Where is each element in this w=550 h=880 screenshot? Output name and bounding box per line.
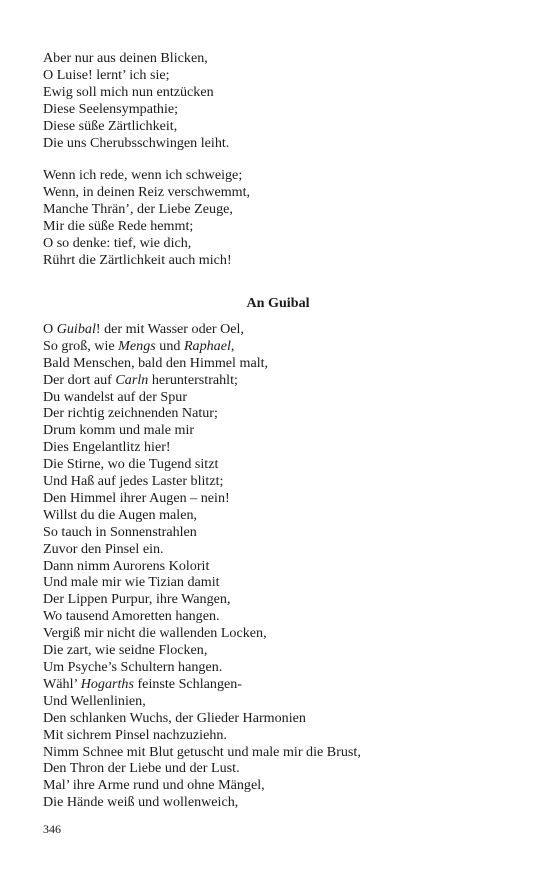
verse-line [43, 794, 513, 811]
verse-line [43, 355, 513, 372]
verse-line: Ewig soll mich nun entzücken [43, 83, 214, 100]
verse-text: Wähl’ [43, 675, 81, 692]
verse-line [43, 389, 513, 406]
poem-title: An Guibal [246, 294, 310, 311]
verse-line [43, 321, 513, 338]
poem-luise [43, 50, 513, 269]
verse-line [43, 591, 513, 608]
verse-line [43, 727, 513, 744]
verse-line [43, 777, 513, 794]
verse-line [43, 760, 513, 777]
verse-line [43, 625, 513, 642]
verse-text: O [43, 320, 57, 337]
italic-name: Hogarths [80, 675, 134, 692]
verse-line [43, 642, 513, 659]
verse-text: Mit sichrem Pinsel nachzuziehn. [43, 726, 227, 743]
verse-line [43, 490, 513, 507]
verse-text: Bald Menschen, bald den Himmel malt, [43, 354, 269, 371]
verse-text: Zuvor den Pinsel ein. [43, 540, 164, 557]
verse-line [43, 693, 513, 710]
verse-text: Wo tausend Amoretten hangen. [43, 608, 220, 625]
verse-text: Mal’ ihre Arme rund und ohne Mängel, [43, 777, 265, 794]
verse-line [43, 524, 513, 541]
verse-line [43, 338, 513, 355]
italic-name: Mengs [118, 337, 156, 354]
verse-text: Dies Engelantlitz hier! [43, 439, 171, 456]
verse-line: Manche Thrän’, der Liebe Zeuge, [43, 201, 233, 218]
verse-text: Nimm Schnee mit Blut getuscht und male mir die Brust, [43, 743, 361, 760]
stanza [43, 167, 513, 268]
verse-line [43, 439, 513, 456]
verse-line: Rührt die Zärtlichkeit auch mich! [43, 251, 232, 268]
verse-line: Mir die süße Rede hemmt; [43, 218, 194, 235]
verse-text: und [155, 337, 184, 354]
verse-text: Du wandelst auf der Spur [43, 388, 188, 405]
verse-line [43, 574, 513, 591]
verse-line [43, 541, 513, 558]
verse-line [43, 456, 513, 473]
verse-text: Und male mir wie Tizian damit [43, 574, 220, 591]
verse-line: Aber nur aus deinen Blicken, [43, 50, 208, 66]
stanza [43, 50, 513, 151]
verse-line: Wenn ich rede, wenn ich schweige; [43, 167, 243, 184]
verse-line [43, 608, 513, 625]
verse-line [43, 744, 513, 761]
verse-line: O Luise! lernt’ ich sie; [43, 66, 170, 83]
verse-line [43, 507, 513, 524]
verse-text: So tauch in Sonnenstrahlen [43, 523, 197, 540]
verse-text: Um Psyche’s Schultern hangen. [43, 659, 223, 675]
verse-text: Den Thron der Liebe und der Lust. [43, 760, 240, 777]
verse-line [43, 422, 513, 439]
italic-name: Raphael [183, 337, 231, 354]
verse-text: Und Wellenlinien, [43, 692, 146, 709]
verse-text: herunterstrahlt; [148, 371, 238, 388]
verse-text: Der Lippen Purpur, ihre Wangen, [43, 591, 231, 608]
verse-line: Diese süße Zärtlichkeit, [43, 117, 178, 134]
verse-line [43, 676, 513, 693]
verse-text: Vergiß mir nicht die wallenden Locken, [43, 625, 267, 642]
verse-text: So groß, wie [43, 337, 119, 354]
italic-name: Carln [115, 371, 149, 388]
verse-text: Der dort auf [43, 371, 116, 388]
verse-text: feinste Schlangen- [133, 675, 242, 692]
verse-text: Den schlanken Wuchs, der Glieder Harmonien [43, 709, 306, 726]
verse-text: ! der mit Wasser oder Oel, [95, 320, 244, 337]
italic-name: Guibal [56, 320, 96, 337]
poem-an-guibal [43, 321, 513, 811]
verse-text: Drum komm und male mir [43, 422, 195, 439]
verse-line [43, 405, 513, 422]
verse-text: Die Stirne, wo die Tugend sitzt [43, 456, 219, 473]
verse-text: Und Haß auf jedes Laster blitzt; [43, 473, 224, 490]
verse-line [43, 473, 513, 490]
verse-text: Der richtig zeichnenden Natur; [43, 405, 218, 422]
verse-text: Den Himmel ihrer Augen – nein! [43, 489, 230, 506]
verse-text: Die zart, wie seidne Flocken, [43, 642, 208, 659]
verse-text: , [230, 337, 235, 354]
verse-line: Wenn, in deinen Reiz verschwemmt, [43, 184, 251, 201]
verse-line: Die uns Cherubsschwingen leiht. [43, 134, 230, 151]
verse-text: Dann nimm Aurorens Kolorit [43, 557, 210, 574]
verse-line [43, 659, 513, 676]
verse-line [43, 558, 513, 575]
verse-text: Willst du die Augen malen, [43, 506, 198, 523]
verse-line: Diese Seelensympathie; [43, 100, 179, 117]
page-number: 346 [43, 822, 61, 836]
verse-line [43, 372, 513, 389]
page-content [43, 50, 513, 811]
verse-line: O so denke: tief, wie dich, [43, 235, 192, 252]
verse-line [43, 710, 513, 727]
verse-text: Die Hände weiß und wollenweich, [43, 794, 239, 811]
